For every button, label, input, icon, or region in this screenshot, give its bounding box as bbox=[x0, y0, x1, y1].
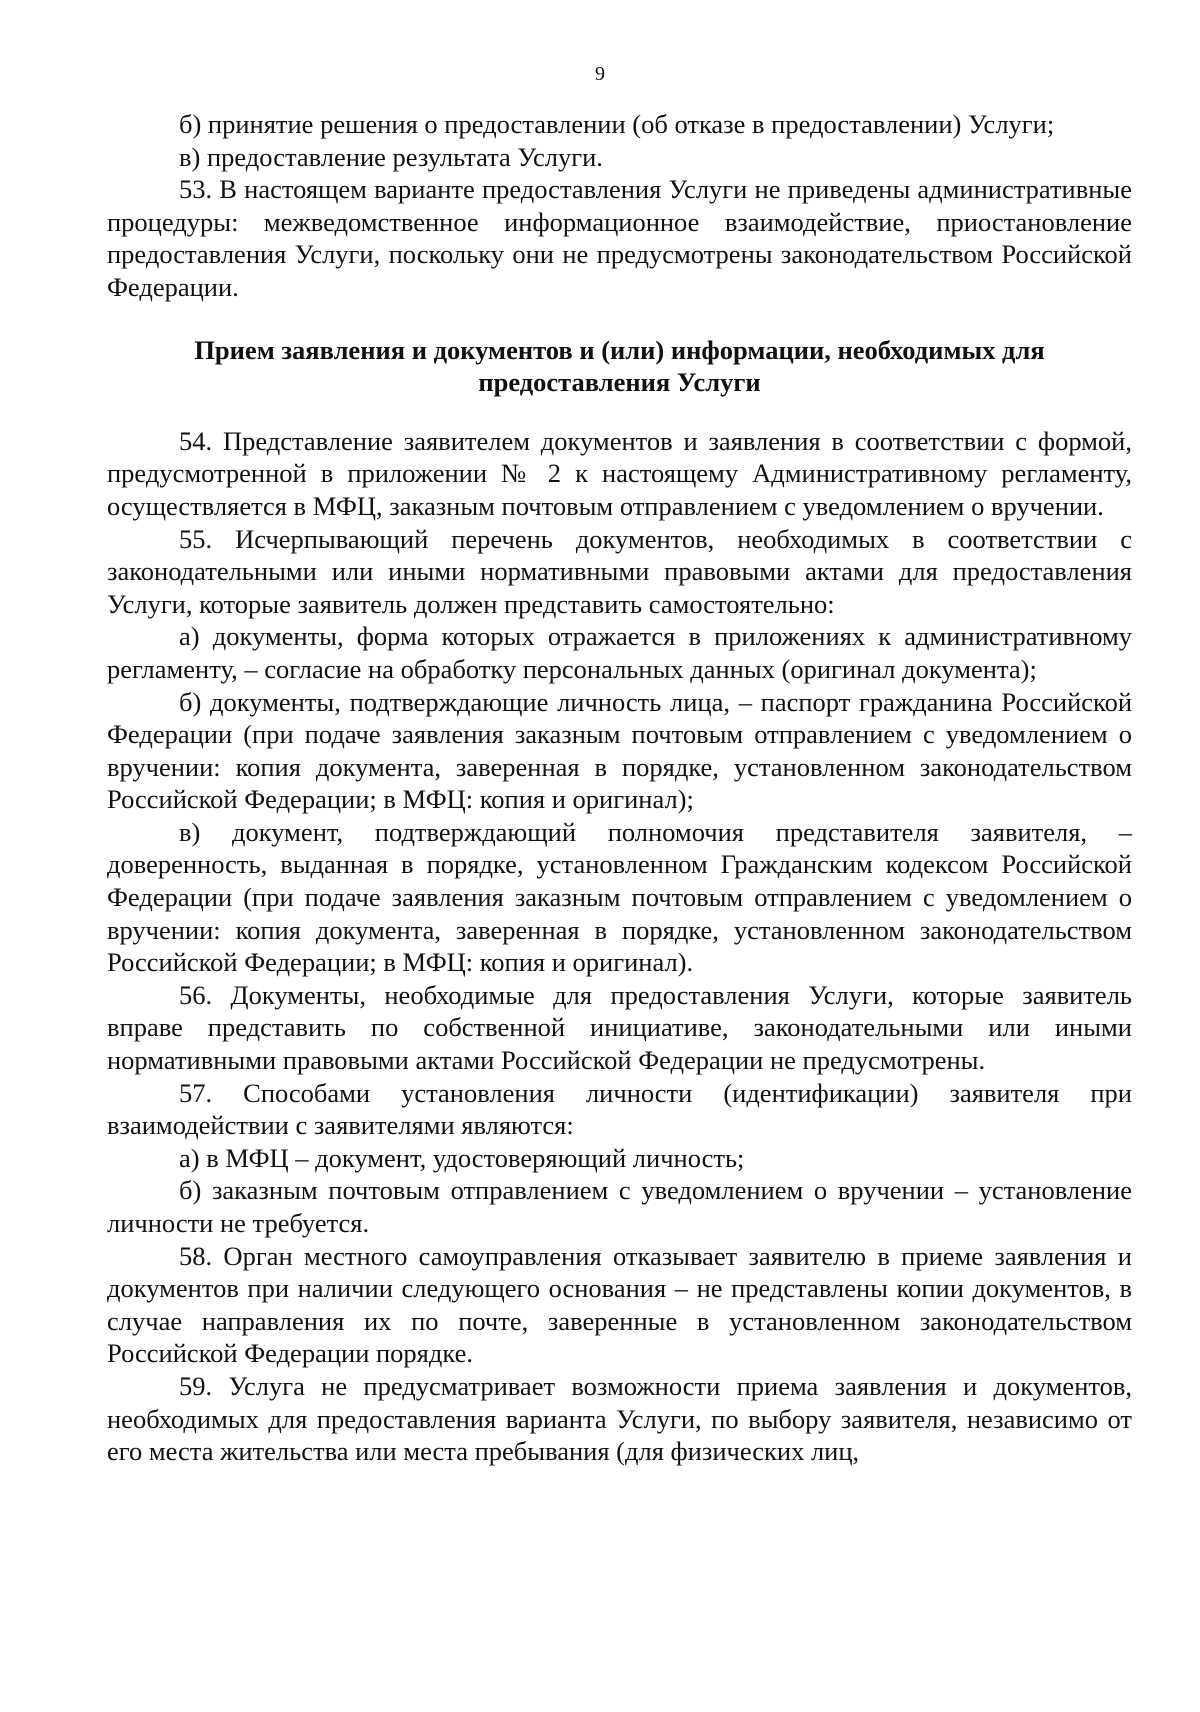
paragraph-57: 57. Способами установления личности (идентификации) заявителя при взаимодействии с заявителями являются: bbox=[107, 1077, 1132, 1141]
paragraph-55: 55. Исчерпывающий перечень документов, необходимых в соответствии с законодательными или иными нормативными правовыми актами для предоставления Услуги, которые заявитель должен представить самостоятельно: bbox=[107, 523, 1132, 619]
paragraph-item-b-decision: б) принятие решения о предоставлении (об отказе в предоставлении) Услуги; bbox=[179, 109, 1055, 139]
section-heading-line-1: Прием заявления и документов и (или) информации, необходимых для bbox=[194, 334, 1045, 365]
page-number: 9 bbox=[595, 63, 605, 85]
paragraph-54: 54. Представление заявителем документов и заявления в соответствии с формой, предусмотренной в приложении № 2 к настоящему Административному регламенту, осуществляется в МФЦ, заказным почтовым отправлением с уведомлением о вручении. bbox=[107, 425, 1132, 521]
document-body bbox=[107, 108, 1132, 1468]
paragraph-57-item-a: а) в МФЦ – документ, удостоверяющий личность; bbox=[179, 1142, 745, 1173]
paragraph-59: 59. Услуга не предусматривает возможности приема заявления и документов, необходимых для предоставления варианта Услуги, по выбору заявителя, независимо от его места жительства или места пребывания (для физических лиц, bbox=[107, 1370, 1132, 1467]
section-heading-line-2: предоставления Услуги bbox=[478, 367, 761, 398]
paragraph-item-v-result: в) предоставление результата Услуги. bbox=[179, 141, 603, 172]
paragraph-55-item-b: б) документы, подтверждающие личность лица, – паспорт гражданина Российской Федерации (при подаче заявления заказным почтовым отправлением с уведомлением о вручении: копия документа, заверенная в порядке, установленном законодательством Российской Федерации; в МФЦ: копия и оригинал); bbox=[107, 686, 1132, 815]
paragraph-55-item-a: а) документы, форма которых отражается в приложениях к административному регламенту, – согласие на обработку персональных данных (оригинал документа); bbox=[107, 621, 1132, 684]
paragraph-57-item-b: б) заказным почтовым отправлением с уведомлением о вручении – установление личности не требуется. bbox=[107, 1175, 1132, 1238]
paragraph-53: 53. В настоящем варианте предоставления Услуги не приведены административные процедуры: межведомственное информационное взаимодействие, приостановление предоставления Услуги, поскольку они не предусмотрены законодательством Российской Федерации. bbox=[107, 174, 1132, 302]
section-heading bbox=[107, 334, 1132, 399]
paragraph-58: 58. Орган местного самоуправления отказывает заявителю в приеме заявления и документов при наличии следующего основания – не представлены копии документов, в случае направления их по почте, заверенные в установленном законодательством Российской Федерации порядке. bbox=[107, 1240, 1132, 1369]
paragraph-55-item-v: в) документ, подтверждающий полномочия представителя заявителя, – доверенность, выданная в порядке, установленном Гражданским кодексом Российской Федерации (при подаче заявления заказным почтовым отправлением с уведомлением о вручении: копия документа, заверенная в порядке, установленном законодательством Российской Федерации; в МФЦ: копия и оригинал). bbox=[107, 816, 1132, 978]
paragraph-56: 56. Документы, необходимые для предоставления Услуги, которые заявитель вправе представить по собственной инициативе, законодательными или иными нормативными правовыми актами Российской Федерации не предусмотрены. bbox=[107, 979, 1132, 1076]
